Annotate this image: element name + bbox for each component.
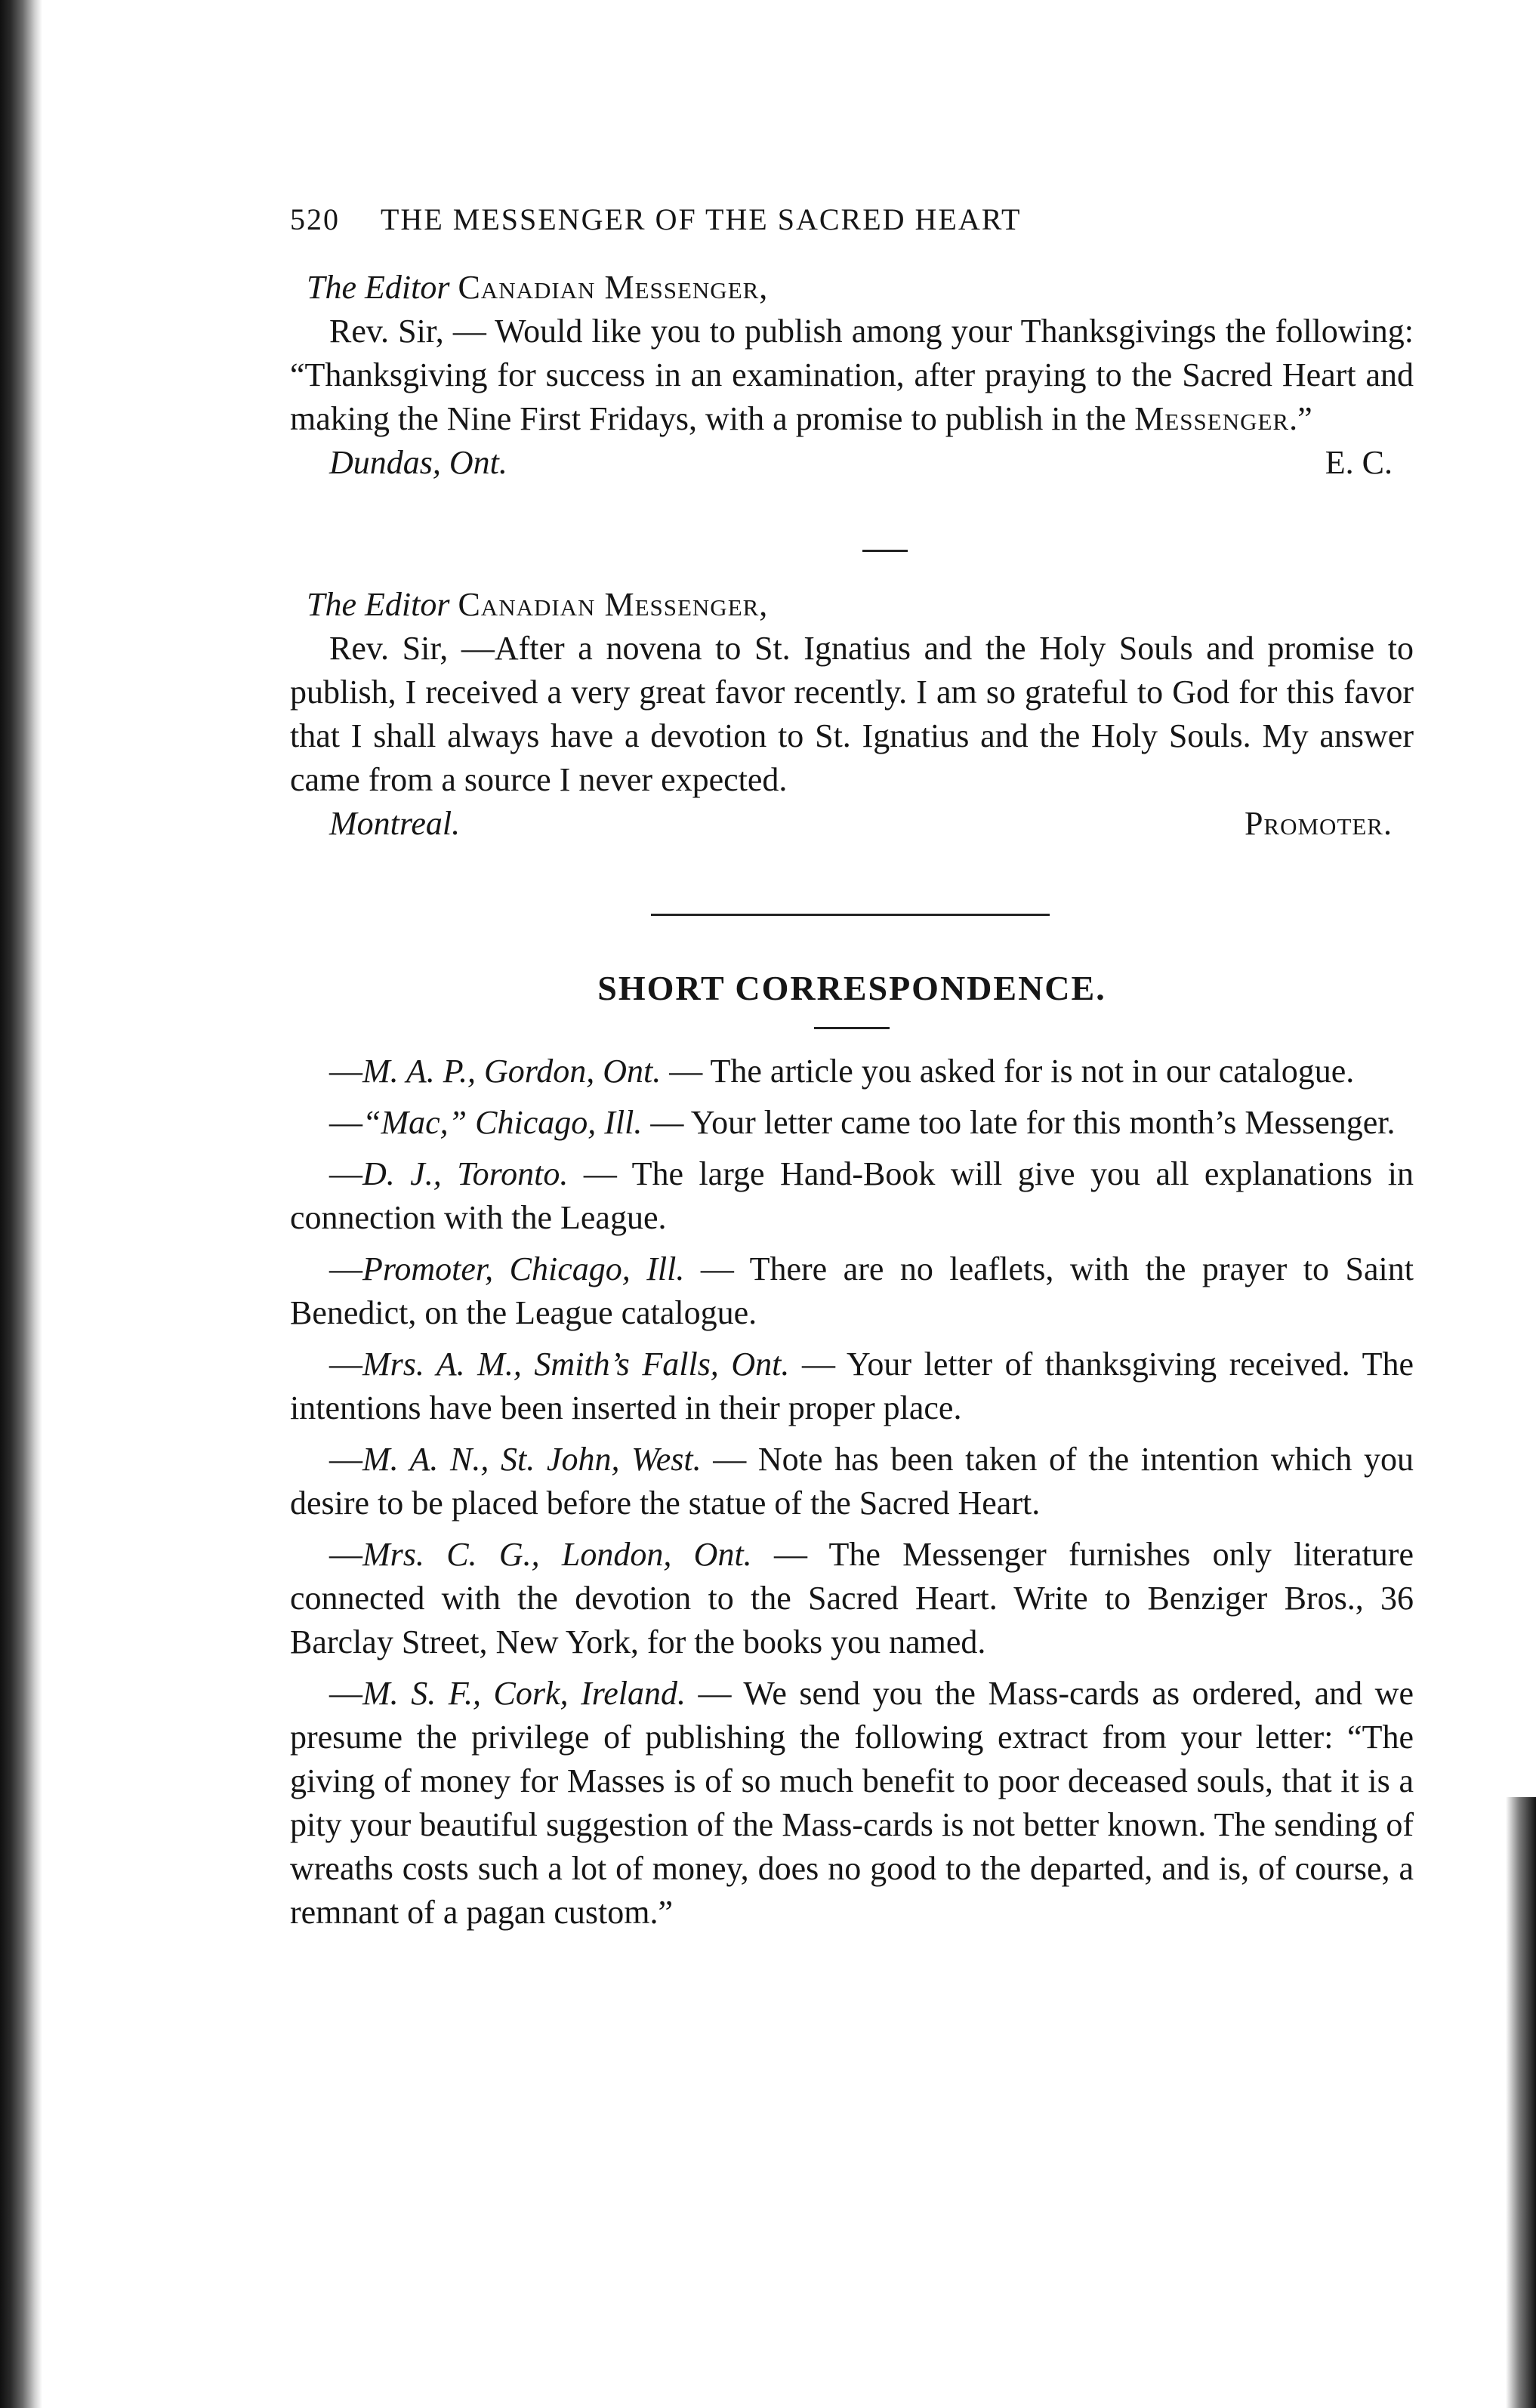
correspondence-reply: The large Hand-Book will give you all explanations in connection with the League. [290,1155,1414,1236]
letter-2-signoff [290,802,1414,846]
letter-1 [290,266,1414,485]
journal-title: THE MESSENGER OF THE SACRED HEART [381,202,1022,236]
correspondence-entry: —M. S. F., Cork, Ireland. — We send you the Mass-cards as ordered, and we presume the privilege of publishing the following extract from your letter: “The giving of money for Masses is of so much benefit to poor deceased souls, that it is a pity your beautiful suggestion of the Mass-cards is not better known. The sending of wreaths costs such a lot of money, does no good to the departed, and is, of course, a remnant of a pagan custom.” [290,1675,1414,1931]
letter-2-paper: Canadian Messenger, [458,586,769,623]
scanned-page-edge-left [0,0,42,2408]
correspondent-name: Mrs. C. G., London, Ont. [362,1536,752,1573]
correspondence-reply: Your letter of thanksgiving received. The intentions have been inserted in their proper place. [290,1346,1414,1426]
correspondence-entry: —Mrs. A. M., Smith’s Falls, Ont. — Your letter of thanksgiving received. The intentions have been inserted in their proper place. [290,1346,1414,1426]
letter-2 [290,583,1414,846]
letter-1-text-end: .” [1289,400,1312,437]
correspondence-entry: —Promoter, Chicago, Ill. — There are no leaflets, with the prayer to Saint Benedict, on the League catalogue. [290,1250,1414,1331]
letter-1-signoff [290,441,1414,485]
letter-1-signature: E. C. [1325,444,1393,481]
letter-2-signature: Promoter. [1244,805,1393,842]
correspondence-reply: There are no leaflets, with the prayer to Saint Benedict, on the League catalogue. [290,1250,1414,1331]
letter-1-paper: Canadian Messenger, [458,269,769,306]
correspondent-name: Mrs. A. M., Smith’s Falls, Ont. [362,1346,790,1383]
letter-1-editor: The Editor [307,269,450,306]
letter-1-text: Would like you to publish among your Thanksgivings the following: “Thanksgiving for success in an examination, after praying to the Sacred Heart and making the Nine First Fridays, with a promise to publish in the [290,313,1414,437]
correspondent-name: “Mac,” Chicago, Ill. [362,1104,643,1141]
correspondence-entry: —“Mac,” Chicago, Ill. — Your letter came too late for this month’s Messenger. [329,1104,1396,1141]
correspondent-name: D. J., Toronto. [362,1155,569,1192]
correspondent-name: M. A. N., St. John, West. [362,1441,702,1478]
section-heading: SHORT CORRESPONDENCE. [597,969,1106,1007]
letter-1-salutation [290,266,1414,310]
correspondence-reply: Note has been taken of the intention which you desire to be placed before the statue of the Sacred Heart. [290,1441,1414,1522]
letter-1-messenger: Messenger [1134,400,1290,437]
page-body [290,0,1414,2408]
correspondence-entry: —D. J., Toronto. — The large Hand-Book will give you all explanations in connection with the League. [290,1155,1414,1236]
correspondence-reply: The article you asked for is not in our catalogue. [710,1053,1355,1090]
separator-rule-1 [862,550,908,552]
correspondent-name: Promoter, Chicago, Ill. [362,1250,685,1287]
heading-underline [814,1027,890,1029]
letter-2-salutation [290,583,1414,627]
correspondence-entry: —M. A. P., Gordon, Ont. — The article you asked for is not in our catalogue. [329,1053,1355,1090]
correspondent-name: M. A. P., Gordon, Ont. [362,1053,662,1090]
correspondence-reply: Your letter came too late for this month’s Messenger. [690,1104,1396,1141]
correspondence-entry: —Mrs. C. G., London, Ont. — The Messenger furnishes only literature connected with the devotion to the Sacred Heart. Write to Benziger Bros., 36 Barclay Street, New York, for the books you named. [290,1536,1414,1660]
correspondence-reply: The Messenger furnishes only literature connected with the devotion to the Sacred Heart. Write to Benziger Bros., 36 Barclay Street, New York, for the books you named. [290,1536,1414,1660]
correspondence-list [290,1050,1414,1942]
letter-1-place: Dundas, Ont. [329,444,507,481]
letter-2-place: Montreal. [329,805,461,842]
page-number: 520 [290,202,340,236]
scanned-page-edge-right [1506,1797,1536,2408]
letter-2-body: Rev. Sir, —After a novena to St. Ignatius and the Holy Souls and promise to publish, I received a very great favor recently. I am so grateful to God for this favor that I shall always have a devotion to St. Ignatius and the Holy Souls. My answer came from a source I never expected. [290,630,1414,798]
correspondence-entry: —M. A. N., St. John, West. — Note has been taken of the intention which you desire to be placed before the statue of the Sacred Heart. [290,1441,1414,1522]
letter-1-body [290,310,1414,441]
correspondent-name: M. S. F., Cork, Ireland. [362,1675,686,1712]
letter-1-greeting: Rev. Sir, — [329,313,486,350]
letter-2-editor: The Editor [307,586,450,623]
section-rule [651,914,1050,916]
running-head [290,198,1414,242]
correspondence-reply: We send you the Mass-cards as ordered, and we presume the privilege of publishing the following extract from your letter: “The giving of money for Masses is of so much benefit to poor deceased souls, that it is a pity your beautiful suggestion of the Mass-cards is not better known. The sending of wreaths costs such a lot of money, does no good to the departed, and is, of course, a remnant of a pagan custom.” [290,1675,1414,1931]
